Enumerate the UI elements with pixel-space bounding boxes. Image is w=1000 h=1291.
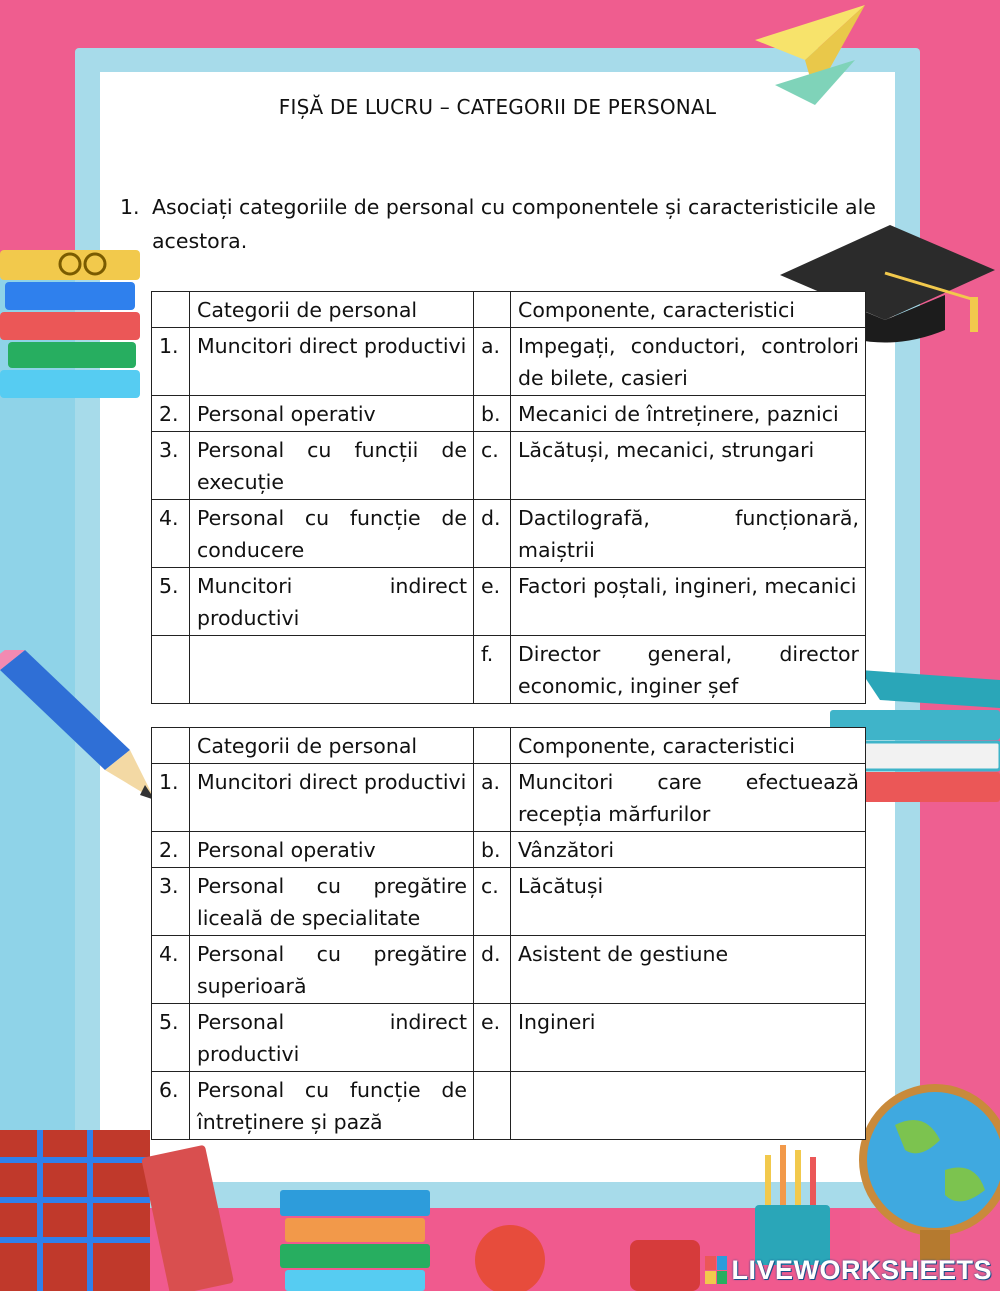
- globe-icon: [845, 1080, 1000, 1270]
- row-letter: a.: [474, 764, 511, 832]
- description-cell: Asistent de gestiune: [511, 936, 866, 1004]
- header-components: Componente, caracteristici: [511, 728, 866, 764]
- category-cell: Muncitori indirect productivi: [190, 568, 474, 636]
- instruction-number: 1.: [120, 195, 140, 219]
- row-letter: c.: [474, 432, 511, 500]
- paper-plane-icon: [745, 0, 875, 110]
- logo-text: LIVEWORKSHEETS: [731, 1254, 992, 1285]
- description-cell: Vânzători: [511, 832, 866, 868]
- row-number: 6.: [152, 1072, 190, 1140]
- description-cell: Factori poștali, ingineri, mecanici: [511, 568, 866, 636]
- row-letter: f.: [474, 636, 511, 704]
- row-number: 4.: [152, 500, 190, 568]
- books-bottom-icon: [0, 1120, 700, 1291]
- description-cell: Impegați, conductori, controlori de bilete, casieri: [511, 328, 866, 396]
- row-letter: d.: [474, 500, 511, 568]
- table-row: [152, 396, 866, 432]
- table-row: [152, 432, 866, 500]
- row-letter: b.: [474, 396, 511, 432]
- table-row: [152, 500, 866, 568]
- table-row: [152, 1004, 866, 1072]
- liveworksheets-logo[interactable]: [705, 1253, 992, 1287]
- row-number: 5.: [152, 1004, 190, 1072]
- books-stack-icon: [0, 240, 150, 410]
- category-cell: [190, 636, 474, 704]
- table-row: [152, 764, 866, 832]
- description-cell: Lăcătuși: [511, 868, 866, 936]
- category-cell: Muncitori direct productivi: [190, 328, 474, 396]
- header-categories: Categorii de personal: [190, 292, 474, 328]
- table-row: [152, 1072, 866, 1140]
- description-cell: Mecanici de întreținere, paznici: [511, 396, 866, 432]
- description-cell: Ingineri: [511, 1004, 866, 1072]
- header-components: Componente, caracteristici: [511, 292, 866, 328]
- row-letter: d.: [474, 936, 511, 1004]
- category-cell: Personal cu funcție de conducere: [190, 500, 474, 568]
- table-row: [152, 328, 866, 396]
- header-empty-letter: [474, 728, 511, 764]
- instruction-line-1: Asociați categoriile de personal cu componentele și caracteristicile ale: [152, 195, 876, 219]
- row-number: 3.: [152, 868, 190, 936]
- header-categories: Categorii de personal: [190, 728, 474, 764]
- row-letter: a.: [474, 328, 511, 396]
- row-letter: b.: [474, 832, 511, 868]
- row-number: 5.: [152, 568, 190, 636]
- table-header-row: [152, 728, 866, 764]
- pencil-cup-icon: [745, 1145, 845, 1265]
- matching-table-1: [151, 291, 866, 704]
- table-row: [152, 868, 866, 936]
- category-cell: Muncitori direct productivi: [190, 764, 474, 832]
- table-header-row: [152, 292, 866, 328]
- description-cell: Director general, director economic, inginer șef: [511, 636, 866, 704]
- logo-icon: [705, 1256, 727, 1284]
- row-letter: [474, 1072, 511, 1140]
- category-cell: Personal cu funcții de execuție: [190, 432, 474, 500]
- matching-table-2: [151, 727, 866, 1140]
- description-cell: Dactilografă, funcționară, maiștrii: [511, 500, 866, 568]
- description-cell: [511, 1072, 866, 1140]
- table-row: [152, 936, 866, 1004]
- category-cell: Personal operativ: [190, 396, 474, 432]
- description-cell: Lăcătuși, mecanici, strungari: [511, 432, 866, 500]
- row-number: 2.: [152, 396, 190, 432]
- table-row: [152, 568, 866, 636]
- pencil-icon: [0, 650, 160, 810]
- table-row: [152, 636, 866, 704]
- category-cell: Personal cu funcție de întreținere și pază: [190, 1072, 474, 1140]
- category-cell: Personal cu pregătire liceală de specialitate: [190, 868, 474, 936]
- instruction-line-2: acestora.: [152, 229, 248, 253]
- category-cell: Personal indirect productivi: [190, 1004, 474, 1072]
- row-number: 1.: [152, 328, 190, 396]
- row-letter: e.: [474, 568, 511, 636]
- row-number: 4.: [152, 936, 190, 1004]
- header-empty-letter: [474, 292, 511, 328]
- header-empty-num: [152, 292, 190, 328]
- row-number: 3.: [152, 432, 190, 500]
- header-empty-num: [152, 728, 190, 764]
- page-title: FIȘĂ DE LUCRU – CATEGORII DE PERSONAL: [278, 95, 717, 119]
- table-row: [152, 832, 866, 868]
- description-cell: Muncitori care efectuează recepția mărfurilor: [511, 764, 866, 832]
- row-letter: c.: [474, 868, 511, 936]
- category-cell: Personal cu pregătire superioară: [190, 936, 474, 1004]
- category-cell: Personal operativ: [190, 832, 474, 868]
- row-number: 1.: [152, 764, 190, 832]
- row-number: 2.: [152, 832, 190, 868]
- row-number: [152, 636, 190, 704]
- instruction: [120, 190, 910, 258]
- row-letter: e.: [474, 1004, 511, 1072]
